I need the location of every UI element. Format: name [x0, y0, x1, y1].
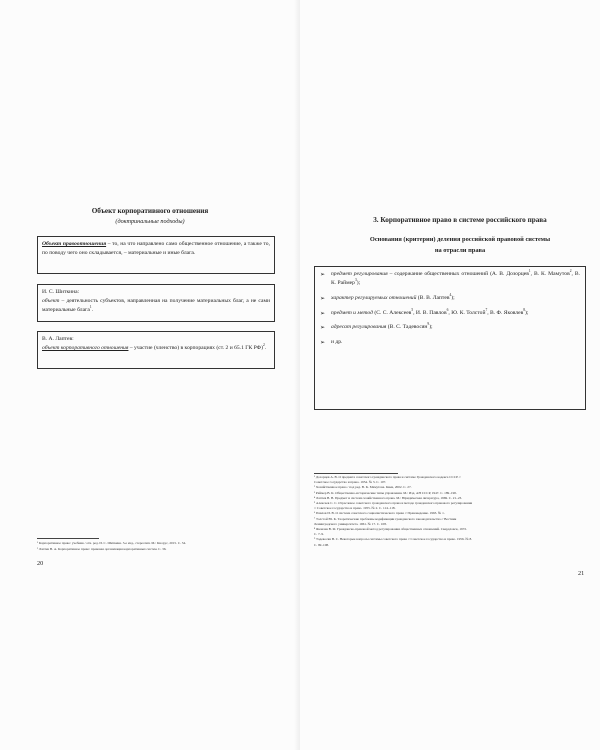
arrow-bullet-icon: ➢ — [320, 338, 326, 346]
footnote-line: // Советское государство и право. 1955. № 2. С. 114–118. — [314, 506, 396, 511]
arrow-bullet-icon: ➢ — [320, 271, 326, 278]
footnote-line: ⁹ Тадевосян В. С. Некоторые вопросы системы советского права // Советское государство и право. 1956. № 8. — [314, 537, 472, 542]
punctuation: . — [264, 345, 267, 352]
criteria-text: ); — [356, 280, 361, 287]
criteria-term: предмет и метод — [331, 309, 373, 316]
criteria-text: и др. — [331, 338, 343, 345]
criteria-text: , И. В. Павлов — [413, 309, 447, 316]
footnote-ref: 6 — [446, 307, 449, 312]
footnote-line: ² Хозяйственное право / под ред. В. К. Мамутова. Киев, 2002. С. 27. — [314, 485, 412, 490]
footnotes-right — [314, 475, 589, 548]
criteria-item-4 — [320, 323, 580, 332]
criteria-text: – содержание общественных отношений (А. В. Дозорцев — [387, 271, 529, 277]
right-page — [300, 0, 600, 750]
criteria-text: , В. Ф. Яковлев — [487, 309, 524, 316]
footnote-ref-2: 2 — [262, 343, 265, 348]
author-shitkina: И. С. Шиткина: — [42, 289, 80, 295]
criteria-term: характер регулируемых отношений — [331, 295, 417, 301]
footnote-ref: 3 — [354, 278, 357, 283]
footnote-ref-1: 1 — [89, 305, 92, 310]
footnote-ref: 1 — [528, 269, 531, 274]
footnote-separator — [37, 538, 99, 539]
footnote-line: ⁷ Толстой Ю. К. Теоретические проблемы кодификации гражданского законодательства // Вестник — [314, 516, 457, 521]
footnote-2: ² Лаптев В. А. Корпоративное право: правовая организация корпоративных систем. С. 36. — [37, 547, 167, 551]
right-page-subtitle-2: на отрасли права — [434, 247, 486, 254]
criteria-text: (С. С. Алексеев — [372, 309, 412, 316]
criteria-text: (В. С. Тадевосян — [386, 324, 428, 331]
definition-box-object — [37, 236, 275, 274]
right-page-subtitle-1: Основания (критерии) деления российской правовой системы — [369, 236, 551, 243]
criteria-box — [314, 266, 586, 410]
criteria-text: (В. В. Лаптев — [416, 295, 450, 301]
punctuation: . — [91, 307, 94, 314]
page-number-left: 20 — [37, 560, 44, 567]
footnote-line: ⁴ Лаптев В. В. Предмет и система хозяйственного права. М.: Юридическая литература, 1969. С. 21–23. — [314, 495, 463, 500]
term-object: объект — [42, 298, 60, 305]
footnote-ref: 9 — [427, 322, 430, 327]
definition-box-shitkina — [37, 284, 275, 322]
footnote-line: ⁸ Яковлев В. Ф. Гражданско-правовой метод регулирования общественных отношений. Свердловск, 1972. — [314, 527, 467, 532]
left-page-title: Объект корпоративного отношения — [91, 207, 209, 215]
right-page-title: 3. Корпоративное право в системе российского права — [373, 216, 547, 224]
footnote-ref: 4 — [449, 293, 452, 298]
criteria-term: адресат регулирования — [331, 324, 387, 331]
laptev-text: – участие (членство) в корпорациях (ст. 2 и 65.1 ГК РФ) — [128, 345, 263, 352]
criteria-text: ); — [429, 324, 433, 331]
criteria-text: ); — [525, 309, 529, 316]
definition-box-laptev — [37, 331, 275, 369]
footnote-separator — [314, 473, 398, 474]
criteria-text: , В. К. Раймер — [331, 271, 580, 287]
footnote-line: С. 7–9. — [314, 532, 324, 537]
definition-text: – то, на что направлено само общественное отношение, а также то, по поводу чего оно складывается, – материальные и иные блага. — [42, 241, 270, 257]
criteria-term: предмет регулирования — [331, 271, 388, 277]
footnote-ref: 5 — [411, 307, 414, 312]
criteria-item-5 — [320, 338, 580, 347]
footnote-line: ¹ Дозорцев А. В. О предмете советского гражданского права и системе Гражданского кодекса СССР // — [314, 475, 461, 479]
author-laptev: В. А. Лаптев: — [42, 336, 74, 342]
criteria-item-2 — [320, 294, 580, 303]
left-page-subtitle: (доктринальные подходы) — [115, 218, 185, 225]
criteria-item-3 — [320, 309, 580, 318]
criteria-item-1 — [320, 270, 580, 289]
footnote-line: Советское государство и право. 1954. № 3. С. 107. — [314, 480, 387, 485]
footnote-line: С. 99–108. — [314, 542, 329, 547]
footnote-line: ⁵ Алексеев С. С. Отраслевое советского гражданского права и методе гражданского правового регулирования — [314, 501, 473, 506]
definition-label: Объект правоотношения — [42, 241, 107, 247]
footnote-ref: 2 — [569, 269, 572, 274]
footnote-line: ³ Раймер В. К. Общественно-исторические типы управления. М.: Изд. АН СССР, 1947. С. 189–190. — [314, 490, 457, 495]
term-corporate-object: объект корпоративного отношения — [42, 345, 129, 352]
footnote-ref: 8 — [523, 307, 526, 312]
footnote-line: Ленинградского университета. 1961. № 17. С. 108. — [314, 521, 387, 526]
criteria-text: , Ю. К. Толстой — [448, 309, 486, 316]
page-number-right: 21 — [578, 570, 585, 577]
shitkina-text: – деятельность субъектов, направленная на получение материальных благ, а не сами материальные блага — [42, 298, 270, 314]
arrow-bullet-icon: ➢ — [320, 324, 326, 332]
criteria-text: ); — [451, 295, 455, 301]
footnote-ref: 7 — [485, 307, 488, 312]
arrow-bullet-icon: ➢ — [320, 309, 326, 317]
arrow-bullet-icon: ➢ — [320, 295, 326, 302]
criteria-text: , В. К. Мамутов — [530, 271, 570, 277]
footnote-line: ⁶ Павлов И. В. О системе советского социалистического права // Правоведение. 1963. № 1. — [314, 511, 445, 516]
footnote-1: ¹ Корпоративное право: учебник / отв. ред. И. С. Шиткина. 3-е изд., стереотип. М.: Кнорус, 2015. С. 34. — [37, 541, 187, 545]
